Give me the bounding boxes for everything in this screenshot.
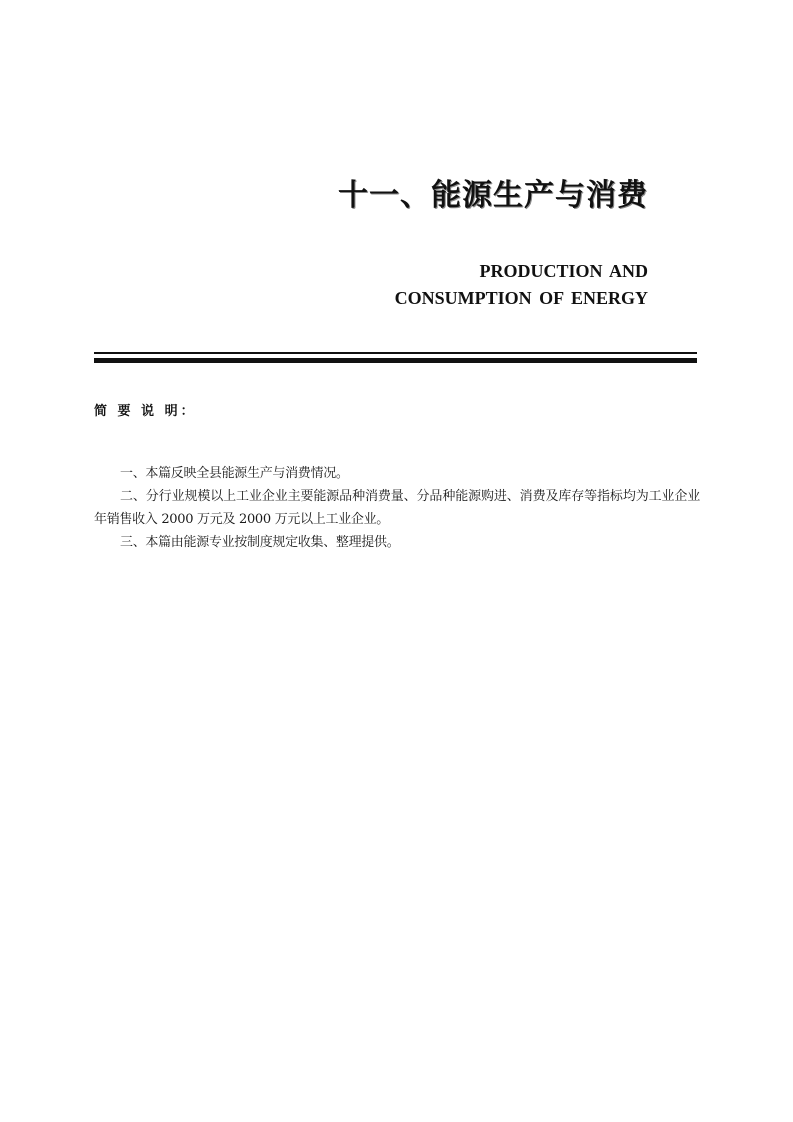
chapter-title: 十一、能源生产与消费 (338, 178, 648, 213)
summary-item: 二、分行业规模以上工业企业主要能源品种消费量、分品种能源购进、消费及库存等指标均为工业企业年销售收入 2000 万元及 2000 万元以上工业企业。 (94, 489, 700, 527)
summary-item: 三、本篇由能源专业按制度规定收集、整理提供。 (120, 535, 400, 550)
summary-notes (94, 462, 700, 554)
summary-item: 一、本篇反映全县能源生产与消费情况。 (120, 466, 349, 481)
english-title-line-1: PRODUCTION AND (479, 261, 648, 281)
summary-heading: 简 要 说 明： (94, 404, 197, 419)
divider-thick (94, 358, 697, 363)
english-title-line-2: CONSUMPTION OF ENERGY (394, 288, 648, 308)
divider-thin (94, 352, 697, 354)
english-title (395, 258, 648, 312)
